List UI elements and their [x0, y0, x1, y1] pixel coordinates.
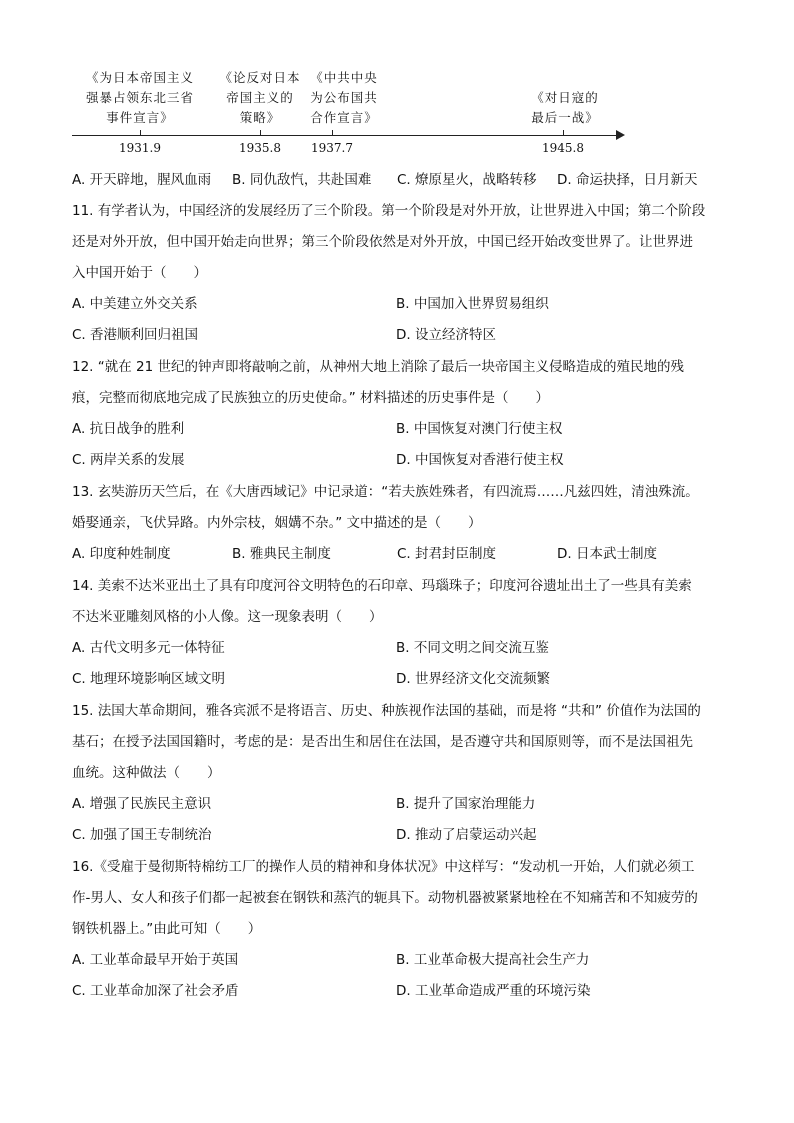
question-line: 基石；在授予法国国籍时，考虑的是：是否出生和居住在法国，是否遵守共和国原则等，而不是法国祖先 [72, 734, 693, 750]
q12-options-row1 [72, 414, 724, 445]
timeline-event-line: 最后一战》 [531, 110, 599, 125]
question-line: 钢铁机器上。”由此可知（ ） [72, 921, 262, 937]
option-b[interactable]: B. 不同文明之间交流互鉴 [396, 640, 549, 656]
question-15 [72, 696, 724, 789]
question-line: 婚娶通亲，飞伏异路。内外宗枝，姻媾不杂。” 文中描述的是（ ） [72, 515, 482, 531]
question-line: 不达米亚雕刻风格的小人像。这一现象表明（ ） [72, 609, 383, 625]
question-14 [72, 571, 724, 633]
option-b[interactable]: B. 工业革命极大提高社会生产力 [396, 952, 590, 968]
timeline-event-line: 帝国主义的 [226, 90, 294, 105]
option-a[interactable]: A. 古代文明多元一体特征 [72, 640, 225, 656]
option-b[interactable]: B. 中国加入世界贸易组织 [396, 296, 549, 312]
question-13 [72, 477, 724, 539]
question-line: 痕，完整而彻底地完成了民族独立的历史使命。” 材料描述的历史事件是（ ） [72, 390, 550, 406]
q15-options-row2 [72, 820, 724, 851]
option-a[interactable]: A. 印度种姓制度 [72, 546, 171, 562]
timeline-event-line: 为公布国共 [310, 90, 378, 105]
q10-options [72, 165, 724, 196]
option-d[interactable]: D. 世界经济文化交流频繁 [396, 671, 550, 687]
question-12 [72, 352, 724, 414]
option-c[interactable]: C. 燎原星火，战略转移 [397, 172, 537, 188]
option-c[interactable]: C. 封君封臣制度 [397, 546, 497, 562]
timeline-date: 1931.9 [119, 141, 161, 155]
question-line: 15. 法国大革命期间，雅各宾派不是将语言、历史、种族视作法国的基础，而是将 “共和” 价值作为法国的 [72, 703, 701, 719]
q11-options-row2 [72, 320, 724, 351]
timeline-tick [260, 130, 261, 136]
option-c[interactable]: C. 工业革命加深了社会矛盾 [72, 983, 239, 999]
question-line: 入中国开始于（ ） [72, 265, 207, 281]
question-line: 血统。这种做法（ ） [72, 765, 221, 781]
timeline-event-line: 《论反对日本 [219, 70, 301, 85]
option-d[interactable]: D. 命运抉择，日月新天 [557, 172, 698, 188]
option-d[interactable]: D. 设立经济特区 [396, 327, 496, 343]
option-b[interactable]: B. 雅典民主制度 [232, 546, 331, 562]
timeline-tick [563, 130, 564, 136]
timeline-axis [72, 135, 620, 136]
timeline-event-line: 《对日寇的 [531, 90, 599, 105]
option-a[interactable]: A. 开天辟地，腥风血雨 [72, 172, 212, 188]
option-c[interactable]: C. 地理环境影响区域文明 [72, 671, 226, 687]
timeline-date: 1945.8 [542, 141, 584, 155]
question-line: 作-男人、女人和孩子们都一起被套在钢铁和蒸汽的轭具下。动物机器被紧紧地栓在不知痛苦和不知疲劳的 [72, 890, 698, 906]
q15-options-row1 [72, 789, 724, 820]
option-c[interactable]: C. 加强了国王专制统治 [72, 827, 212, 843]
timeline-event-4 [515, 88, 615, 128]
question-16 [72, 852, 724, 945]
question-line: 16.《受雇于曼彻斯特棉纺工厂的操作人员的精神和身体状况》中这样写：“发动机一开始，人们就必须工 [72, 859, 695, 875]
q14-options-row2 [72, 664, 724, 695]
timeline-event-3 [294, 68, 394, 128]
q14-options-row1 [72, 633, 724, 664]
question-line: 14. 美索不达米亚出土了具有印度河谷文明特色的石印章、玛瑙珠子；印度河谷遗址出土了一些具有美索 [72, 578, 692, 594]
timeline-event-line: 策略》 [239, 110, 281, 125]
option-a[interactable]: A. 中美建立外交关系 [72, 296, 198, 312]
option-d[interactable]: D. 推动了启蒙运动兴起 [396, 827, 537, 843]
timeline-figure [60, 60, 640, 160]
q11-options-row1 [72, 289, 724, 320]
question-line: 12. “就在 21 世纪的钟声即将敲响之前，从神州大地上消除了最后一块帝国主义侵略造成的殖民地的残 [72, 359, 685, 375]
option-a[interactable]: A. 增强了民族民主意识 [72, 796, 212, 812]
option-a[interactable]: A. 工业革命最早开始于英国 [72, 952, 239, 968]
timeline-date: 1937.7 [311, 141, 353, 155]
timeline-event-1 [70, 68, 210, 128]
option-c[interactable]: C. 香港顺利回归祖国 [72, 327, 199, 343]
option-a[interactable]: A. 抗日战争的胜利 [72, 421, 185, 437]
question-line: 13. 玄奘游历天竺后，在《大唐西域记》中记录道：“若夫族姓殊者，有四流焉……凡兹四姓，清浊殊流。 [72, 484, 699, 500]
q16-options-row1 [72, 945, 724, 976]
option-c[interactable]: C. 两岸关系的发展 [72, 452, 185, 468]
timeline-date: 1935.8 [239, 141, 281, 155]
timeline-event-line: 《为日本帝国主义 [85, 70, 194, 85]
q13-options [72, 539, 724, 570]
timeline-tick [332, 130, 333, 136]
q12-options-row2 [72, 445, 724, 476]
option-d[interactable]: D. 中国恢复对香港行使主权 [396, 452, 564, 468]
timeline-event-line: 合作宣言》 [310, 110, 378, 125]
timeline-arrow-icon [616, 130, 625, 140]
option-d[interactable]: D. 日本武士制度 [557, 546, 657, 562]
timeline-event-line: 强暴占领东北三省 [85, 90, 194, 105]
timeline-event-line: 《中共中央 [310, 70, 378, 85]
question-11 [72, 196, 724, 289]
q16-options-row2 [72, 976, 724, 1007]
option-b[interactable]: B. 中国恢复对澳门行使主权 [396, 421, 563, 437]
option-b[interactable]: B. 提升了国家治理能力 [396, 796, 536, 812]
timeline-tick [140, 130, 141, 136]
question-line: 还是对外开放，但中国开始走向世界；第三个阶段依然是对外开放，中国已经开始改变世界了。让世界进 [72, 234, 693, 250]
timeline-event-line: 事件宣言》 [106, 110, 174, 125]
option-d[interactable]: D. 工业革命造成严重的环境污染 [396, 983, 591, 999]
option-b[interactable]: B. 同仇敌忾，共赴国难 [232, 172, 372, 188]
question-line: 11. 有学者认为，中国经济的发展经历了三个阶段。第一个阶段是对外开放，让世界进入中国；第二个阶段 [72, 203, 706, 219]
